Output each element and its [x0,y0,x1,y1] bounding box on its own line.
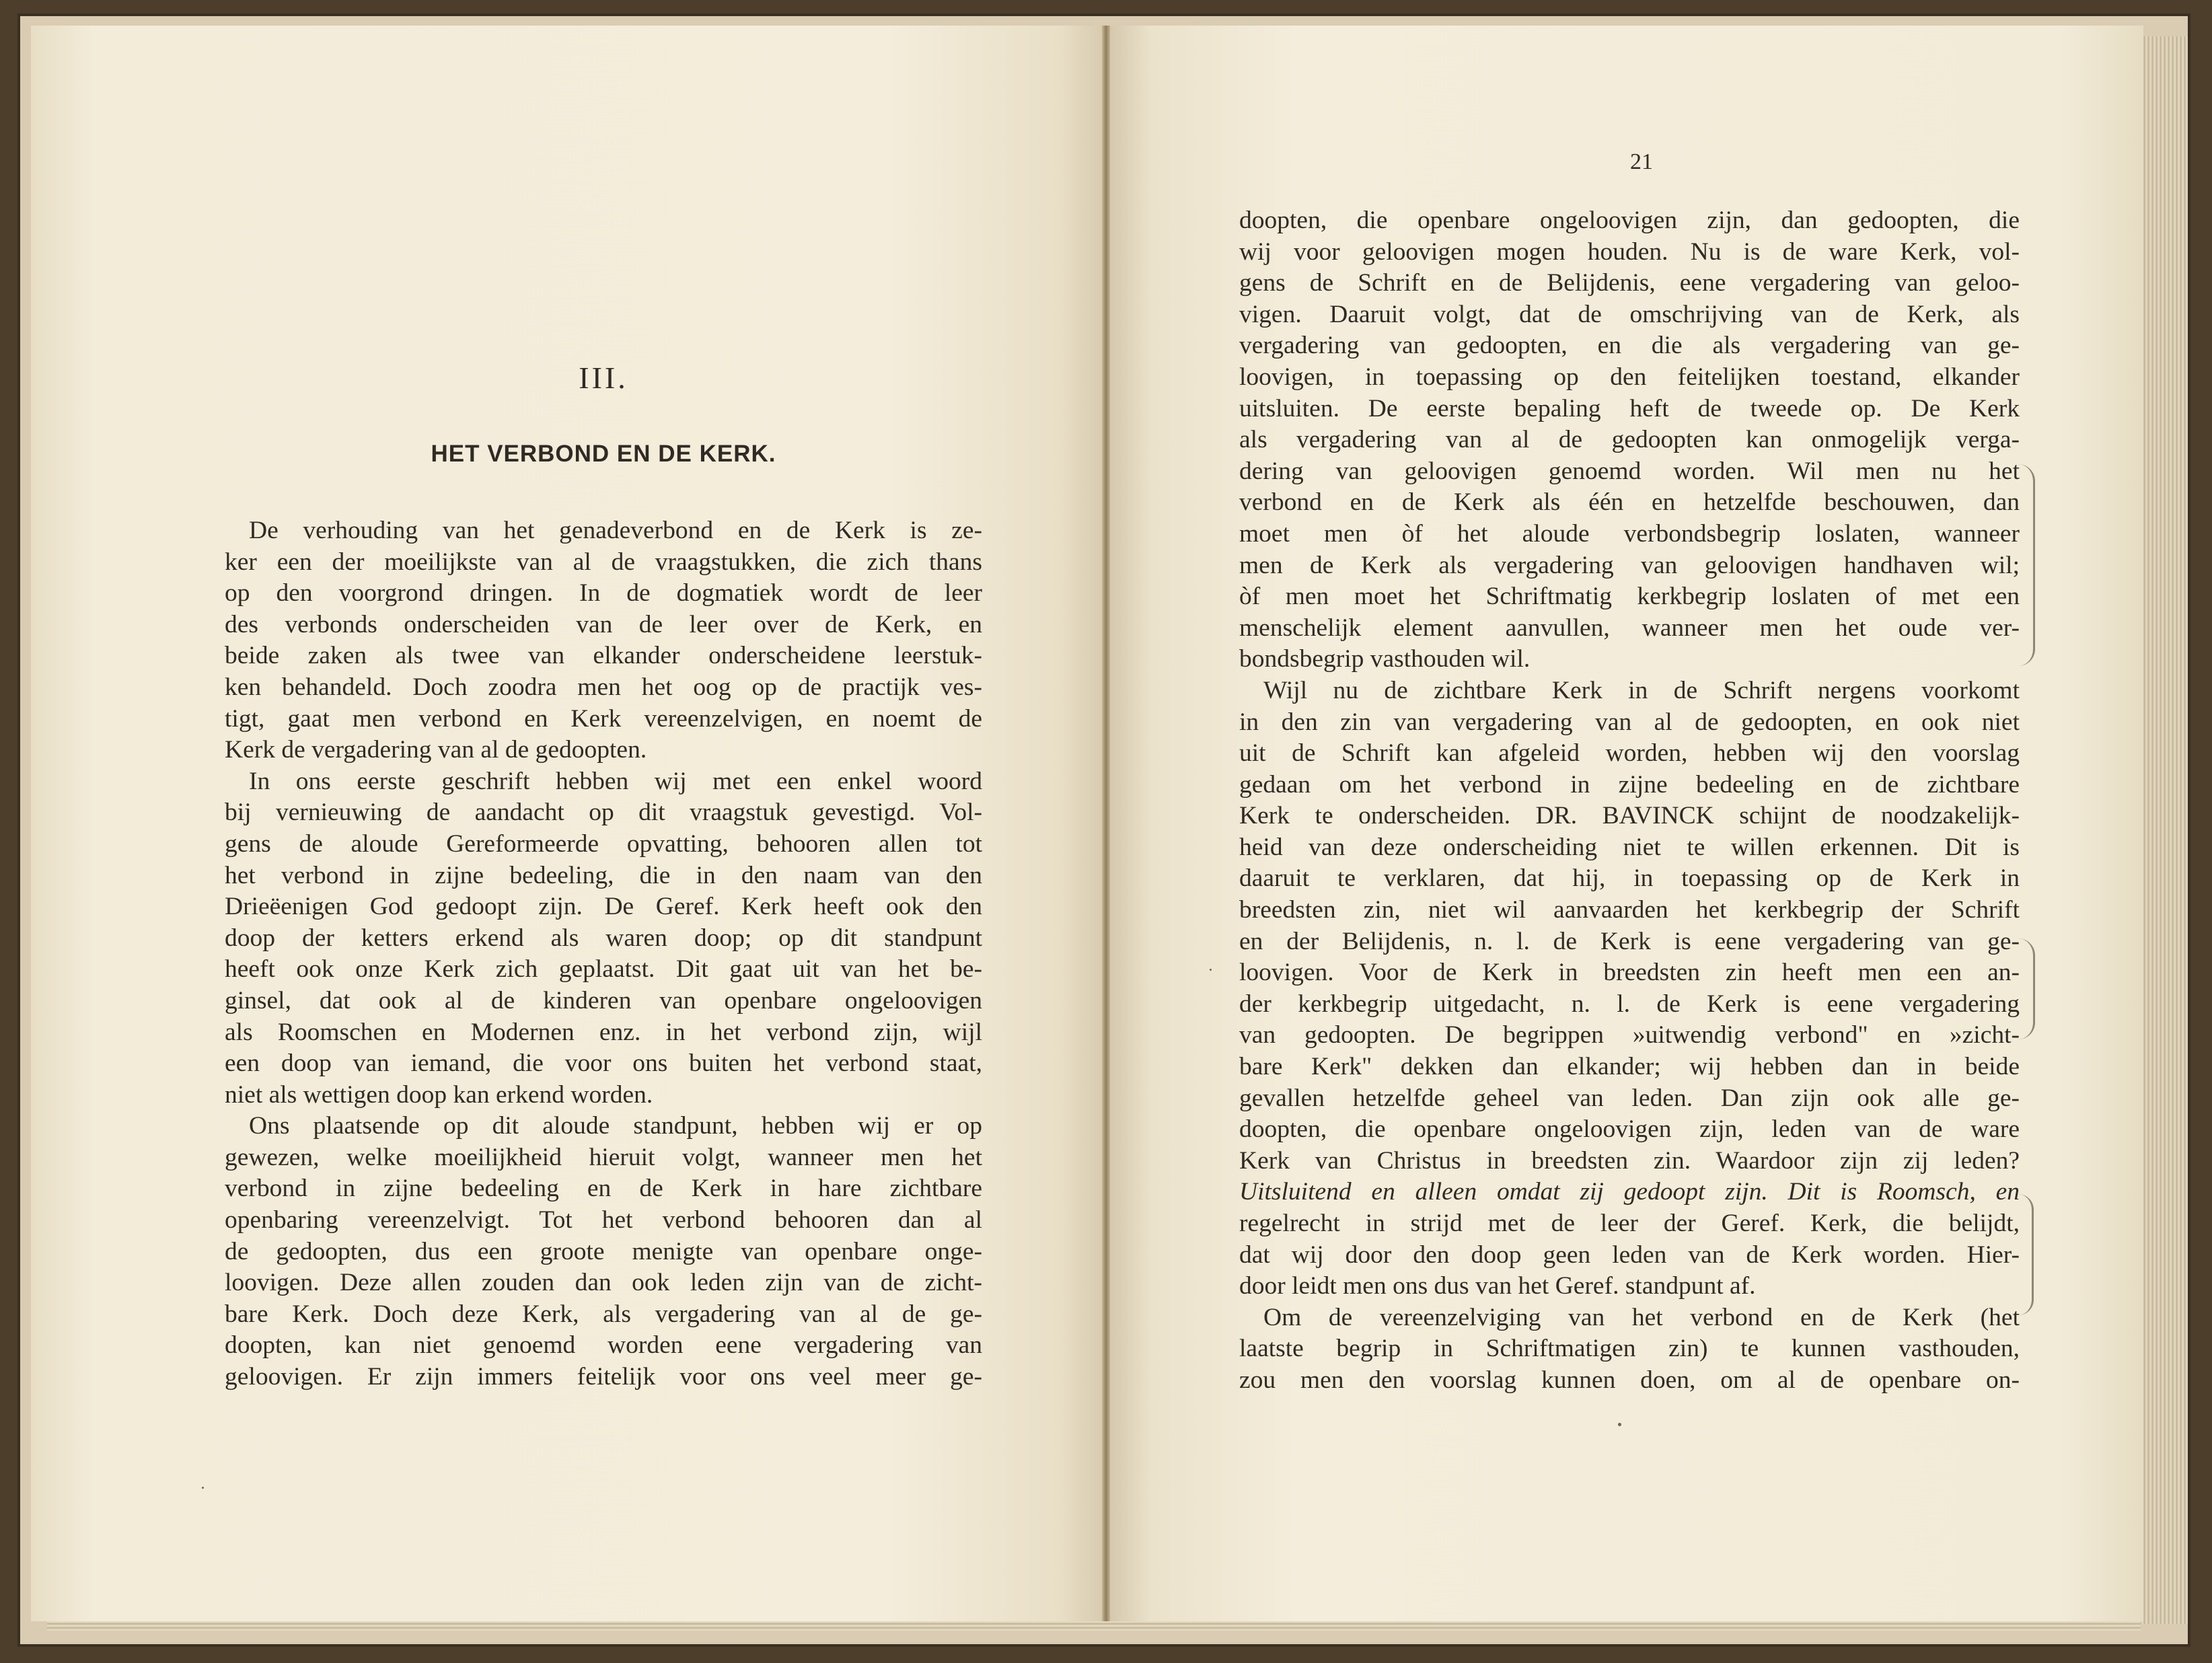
chapter-number: III. [579,361,628,395]
page-speck [1618,1423,1621,1426]
text-line: ginsel, dat ook al de kinderen van openbare ongeloovigen [225,986,982,1014]
text-line: van gedoopten. De begrippen »uitwendig verbond" en »zicht- [1239,1021,2020,1049]
text-line: regelrecht in strijd met de leer der Geref. Kerk, die belijdt, [1239,1210,2020,1237]
text-line: als vergadering van al de gedoopten kan onmogelijk verga- [1239,426,2020,454]
pencil-margin-mark [2018,938,2035,1039]
text-line: beide zaken als twee van elkander onderscheidene leerstuk- [225,642,982,670]
text-line: bondsbegrip vasthouden wil. [1239,645,1531,673]
text-line: verbond en de Kerk als één en hetzelfde beschouwen, dan [1239,488,2020,517]
text-line: Kerk te onderscheiden. DR. BAVINCK schijnt de noodzakelijk- [1239,802,2020,830]
text-line: de gedoopten, dus een groote menigte van openbare onge- [225,1237,982,1265]
text-line: tigt, gaat men verbond en Kerk vereenzelvigen, en noemt de [225,704,982,733]
page-number: 21 [1630,149,1653,174]
text-line: doopten, kan niet genoemd worden eene vergadering van [225,1331,982,1360]
text-line: moet men òf het aloude verbondsbegrip loslaten, wanneer [1239,519,2020,548]
text-line: gevallen hetzelfde geheel van leden. Dan zijn ook alle ge- [1239,1084,2020,1112]
pencil-margin-mark [2018,464,2035,666]
text-line: bij vernieuwing de aandacht op dit vraagstuk gevestigd. Vol- [225,799,982,827]
text-line: De verhouding van het genadeverbond en de Kerk is ze- [249,517,982,544]
text-line: doop der ketters erkend als waren doop; op dit standpunt [225,924,982,952]
text-line: doopten, die openbare ongeloovigen zijn, leden van de ware [1239,1115,2020,1144]
pencil-margin-mark [2018,1194,2034,1315]
text-line: der kerkbegrip uitgedacht, n. l. de Kerk is eene vergadering [1239,990,2020,1018]
text-line: zou men den voorslag kunnen doen, om al de openbare on- [1239,1366,2020,1394]
text-line: bare Kerk" dekken dan elkander; wij hebben dan in beide [1239,1053,2020,1081]
text-line: verbond in zijne bedeeling en de Kerk in hare zichtbare [225,1175,982,1203]
text-line: uitsluiten. De eerste bepaling heft de tweede op. De Kerk [1239,394,2020,422]
text-line: vigen. Daaruit volgt, dat de omschrijving van de Kerk, als [1239,300,2020,328]
text-line: als Roomschen en Modernen enz. in het verbond zijn, wijl [225,1018,982,1046]
text-line: wij voor geloovigen mogen houden. Nu is de ware Kerk, vol- [1239,237,2020,266]
text-line: uit de Schrift kan afgeleid worden, hebben wij den voorslag [1239,739,2020,768]
text-line: niet als wettigen doop kan erkend worden. [225,1080,653,1109]
text-line: ker een der moeilijkste van al de vraagstukken, die zich thans [225,548,982,576]
chapter-title: HET VERBOND EN DE KERK. [431,441,776,467]
text-line: dering van geloovigen genoemd worden. Wil men nu het [1239,457,2020,485]
text-line: heeft ook onze Kerk zich geplaatst. Dit gaat uit van het be- [225,955,982,984]
text-line: daaruit te verklaren, dat hij, in toepassing op de Kerk in [1239,864,2020,893]
page-speck [202,1487,204,1489]
text-line: Ons plaatsende op dit aloude standpunt, hebben wij er op [249,1112,982,1140]
text-line: en der Belijdenis, n. l. de Kerk is eene vergadering van ge- [1239,927,2020,955]
page-stack-edge [2141,36,2188,1624]
text-line: vergadering van gedoopten, en die als vergadering van ge- [1239,332,2020,360]
text-line: In ons eerste geschrift hebben wij met een enkel woord [249,767,982,795]
text-line: Om de vereenzelviging van het verbond en de Kerk (het [1263,1303,2020,1331]
text-line: op den voorgrond dringen. In de dogmatiek wordt de leer [225,579,982,607]
text-line: dat wij door den doop geen leden van de Kerk worden. Hier- [1239,1241,2020,1269]
book-gutter [1102,26,1110,1621]
text-line: breedsten zin, niet wil aanvaarden het kerkbegrip der Schrift [1239,896,2020,924]
right-page-body [1239,205,2020,1397]
text-line: gens de aloude Gereformeerde opvatting, behooren allen tot [225,829,982,858]
text-line: loovigen. Deze allen zouden dan ook leden zijn van de zicht- [225,1269,982,1297]
text-line: het verbond in zijne bedeeling, die in den naam van den [225,861,982,889]
text-line: Kerk de vergadering van al de gedoopten. [225,736,647,764]
text-line: Wijl nu de zichtbare Kerk in de Schrift nergens voorkomt [1263,676,2020,704]
left-page-body [225,515,982,1393]
text-line: in den zin van vergadering van al de gedoopten, en ook niet [1239,708,2020,736]
text-line: heid van deze onderscheiding niet te willen erkennen. Dit is [1239,833,2020,861]
text-line: gedaan om het verbond in zijne bedeeling en de zichtbare [1239,770,2020,799]
text-line: men de Kerk als vergadering van geloovigen handhaven wil; [1239,551,2020,579]
text-line: gewezen, welke moeilijkheid hieruit volgt, wanneer men het [225,1143,982,1171]
text-line: doopten, die openbare ongeloovigen zijn, dan gedoopten, die [1239,207,2020,234]
text-line: door leidt men ons dus van het Geref. standpunt af. [1239,1272,1756,1300]
text-line: Drieëenigen God gedoopt zijn. De Geref. Kerk heeft ook den [225,893,982,921]
text-line: ken behandeld. Doch zoodra men het oog op de practijk ves- [225,673,982,701]
text-line: des verbonds onderscheiden van de leer over de Kerk, en [225,610,982,638]
text-line: gens de Schrift en de Belijdenis, eene vergadering van geloo- [1239,269,2020,297]
text-line: laatste begrip in Schriftmatigen zin) te kunnen vasthouden, [1239,1335,2020,1363]
text-line: loovigen. Voor de Kerk in breedsten zin heeft men een an- [1239,959,2020,987]
text-line: òf men moet het Schriftmatig kerkbegrip loslaten of met een [1239,583,2020,611]
text-line: menschelijk element aanvullen, wanneer men het oude ver- [1239,614,2020,642]
text-line: loovigen, in toepassing op den feitelijken toestand, elkander [1239,363,2020,391]
text-line: openbaring vereenzelvigt. Tot het verbond behooren dan al [225,1206,982,1234]
text-line: geloovigen. Er zijn immers feitelijk voor ons veel meer ge- [225,1363,982,1391]
text-line: een doop van iemand, die voor ons buiten het verbond staat, [225,1049,982,1078]
text-line: Uitsluitend en alleen omdat zij gedoopt zijn. Dit is Roomsch, en [1239,1178,2020,1206]
page-speck [1210,969,1212,971]
text-line: bare Kerk. Doch deze Kerk, als vergadering van al de ge- [225,1300,982,1328]
text-line: Kerk van Christus in breedsten zin. Waardoor zijn zij leden? [1239,1146,2020,1175]
